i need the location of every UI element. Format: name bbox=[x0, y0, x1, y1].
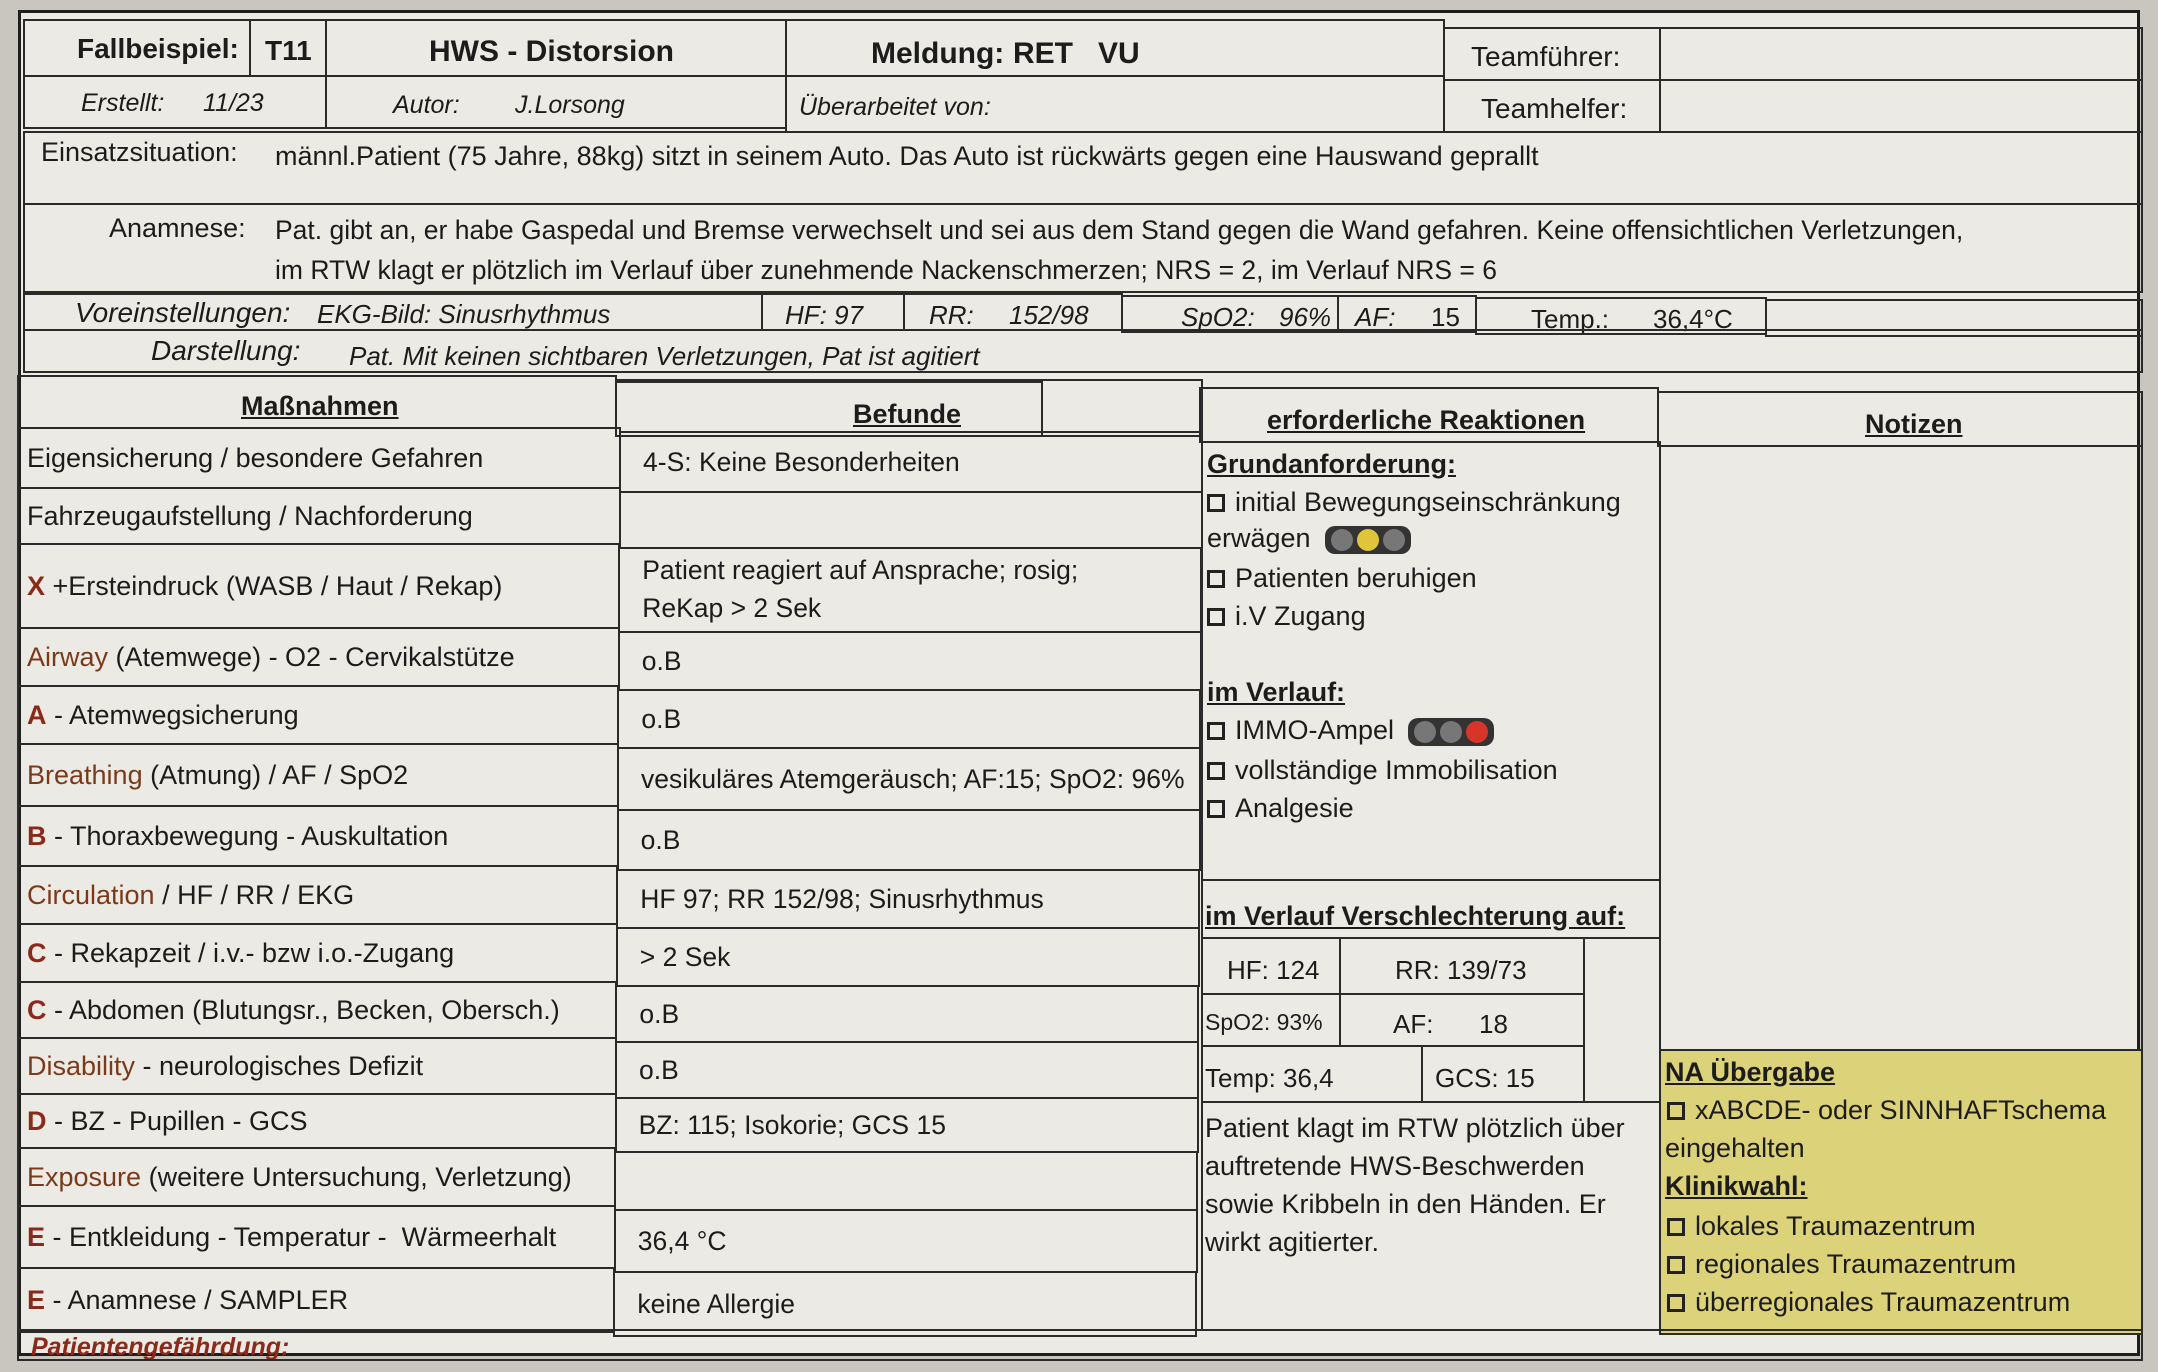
autor-cell bbox=[325, 75, 787, 129]
col-header-notizen bbox=[1657, 391, 2143, 447]
befund-cell[interactable] bbox=[615, 985, 1199, 1043]
vs-text-line-3: sowie Kribbeln in den Händen. Er bbox=[1205, 1189, 1606, 1219]
ekg-value: EKG-Bild: Sinusrhythmus bbox=[317, 299, 611, 329]
abcde-prefix: E bbox=[27, 1285, 46, 1315]
reaktionen-block bbox=[1201, 441, 1661, 881]
anamnese-row bbox=[23, 203, 2143, 293]
verlauf-item-1-label: IMMO-Ampel bbox=[1235, 715, 1395, 745]
massnahme-cell bbox=[17, 1037, 617, 1095]
befund-text: o.B bbox=[641, 646, 682, 676]
befund-text-line-2: ReKap > 2 Sek bbox=[642, 593, 822, 623]
klinik-option-1[interactable] bbox=[1667, 1211, 1976, 1242]
massnahme-label bbox=[27, 1222, 556, 1253]
lamp-off-icon bbox=[1383, 529, 1405, 551]
na-item-1-cont: eingehalten bbox=[1665, 1133, 1805, 1163]
klinik-option-3[interactable] bbox=[1667, 1287, 2070, 1318]
voreinstellungen-cell bbox=[23, 293, 763, 331]
teamhelfer-label: Teamhelfer: bbox=[1481, 93, 1628, 124]
voreinstellungen-label: Voreinstellungen: bbox=[75, 297, 291, 328]
einsatz-text: männl.Patient (75 Jahre, 88kg) sitzt in seinem Auto. Das Auto ist rückwärts gegen eine Hauswand geprallt bbox=[275, 141, 1539, 171]
teamhelfer-field[interactable] bbox=[1659, 79, 2143, 133]
hf-value: HF: 97 bbox=[785, 300, 864, 330]
befund-cell[interactable] bbox=[615, 1097, 1199, 1153]
befund-cell[interactable] bbox=[616, 927, 1200, 987]
grund-item-1-label: initial Bewegungseinschränkung bbox=[1235, 487, 1621, 517]
meldung-label: Meldung: bbox=[871, 37, 1005, 70]
verlauf-item-3[interactable] bbox=[1207, 793, 1354, 824]
vs-gcs-cell bbox=[1421, 1045, 1585, 1103]
temp-value: 36,4°C bbox=[1653, 304, 1733, 334]
massnahme-text: - Anamnese / SAMPLER bbox=[45, 1285, 349, 1315]
massnahme-text: Eigensicherung / besondere Gefahren bbox=[27, 443, 484, 473]
massnahme-text: (weitere Untersuchung, Verletzung) bbox=[141, 1162, 572, 1192]
massnahme-text: (Atmung) / AF / SpO2 bbox=[142, 760, 409, 790]
rr-value: 152/98 bbox=[1009, 300, 1089, 330]
darstellung-row bbox=[23, 329, 2143, 373]
befund-cell[interactable] bbox=[618, 547, 1202, 633]
abcde-prefix: A bbox=[27, 700, 47, 730]
checkbox-icon[interactable] bbox=[1207, 762, 1225, 780]
vs-temp: Temp: 36,4 bbox=[1205, 1063, 1334, 1093]
abcde-prefix: E bbox=[27, 1222, 46, 1252]
grund-item-3-label: i.V Zugang bbox=[1235, 601, 1366, 631]
rr-cell bbox=[903, 293, 1123, 331]
erstellt-cell bbox=[23, 75, 327, 129]
befund-text: o.B bbox=[640, 825, 681, 855]
vs-text-line-2: auftretende HWS-Beschwerden bbox=[1205, 1151, 1585, 1181]
massnahme-text: - Abdomen (Blutungsr., Becken, Obersch.) bbox=[46, 995, 560, 1025]
lamp-red-icon bbox=[1466, 721, 1488, 743]
spo2-cell bbox=[1121, 295, 1339, 333]
grund-item-2-label: Patienten beruhigen bbox=[1235, 563, 1477, 593]
massnahme-text: - Rekapzeit / i.v.- bzw i.o.-Zugang bbox=[46, 938, 455, 968]
massnahme-cell bbox=[17, 743, 619, 807]
checkbox-icon[interactable] bbox=[1667, 1102, 1685, 1120]
verlauf-item-3-label: Analgesie bbox=[1235, 793, 1354, 823]
grund-item-2[interactable] bbox=[1207, 563, 1477, 594]
ueberarbeitet-cell bbox=[785, 75, 1445, 133]
befund-cell[interactable] bbox=[619, 431, 1203, 493]
autor-label: Autor: bbox=[393, 91, 460, 119]
massnahme-cell bbox=[17, 1147, 616, 1207]
vs-hf: HF: 124 bbox=[1227, 955, 1320, 985]
befund-cell[interactable] bbox=[617, 747, 1201, 811]
anamnese-line-2: im RTW klagt er plötzlich im Verlauf über zunehmende Nackenschmerzen; NRS = 2, im Verlauf NRS = 6 bbox=[275, 255, 1497, 285]
notizen-field[interactable] bbox=[1659, 445, 2143, 1051]
footer-row bbox=[17, 1329, 2143, 1361]
massnahme-label bbox=[27, 821, 448, 852]
na-title: NA Übergabe bbox=[1665, 1057, 1836, 1087]
rr-label: RR: bbox=[929, 300, 974, 330]
befund-cell[interactable] bbox=[615, 1041, 1199, 1099]
darstellung-text: Pat. Mit keinen sichtbaren Verletzungen, Pat ist agitiert bbox=[349, 341, 980, 371]
na-uebergabe-block bbox=[1659, 1049, 2143, 1335]
vs-temp-cell bbox=[1201, 1045, 1423, 1103]
col-header-reaktionen bbox=[1199, 387, 1659, 443]
notizen-heading: Notizen bbox=[1865, 409, 1963, 439]
massnahme-cell bbox=[17, 487, 621, 545]
meldung-cell bbox=[785, 19, 1445, 77]
verlauf-item-1[interactable] bbox=[1207, 715, 1494, 746]
massnahme-label bbox=[27, 995, 560, 1026]
massnahme-cell bbox=[17, 805, 619, 867]
na-item-1[interactable] bbox=[1667, 1095, 2106, 1126]
checkbox-icon[interactable] bbox=[1207, 722, 1225, 740]
checkbox-icon[interactable] bbox=[1207, 800, 1225, 818]
befund-text: o.B bbox=[641, 704, 682, 734]
traffic-light-icon bbox=[1408, 718, 1494, 746]
anamnese-label: Anamnese: bbox=[109, 213, 246, 243]
massnahme-cell bbox=[17, 923, 618, 983]
checkbox-icon[interactable] bbox=[1667, 1256, 1685, 1274]
hf-cell bbox=[761, 293, 905, 331]
massnahme-text: - Atemwegsicherung bbox=[46, 700, 299, 730]
klinik-option-2[interactable] bbox=[1667, 1249, 2016, 1280]
meldung-value: RET VU bbox=[1013, 37, 1140, 70]
klinik-option-3-label: überregionales Traumazentrum bbox=[1695, 1287, 2071, 1317]
page-title: HWS - Distorsion bbox=[429, 35, 674, 68]
af-cell bbox=[1337, 295, 1477, 333]
einsatz-label: Einsatzsituation: bbox=[41, 137, 238, 167]
af-label: AF: bbox=[1355, 302, 1396, 332]
abcde-prefix: C bbox=[27, 995, 47, 1025]
massnahme-label bbox=[27, 1162, 572, 1193]
massnahme-label bbox=[27, 700, 299, 731]
massnahme-label bbox=[27, 1106, 308, 1137]
einsatzsituation-row bbox=[23, 131, 2143, 205]
massnahme-label bbox=[27, 571, 502, 602]
abcde-prefix: Circulation bbox=[27, 880, 155, 910]
checkbox-icon[interactable] bbox=[1207, 570, 1225, 588]
anamnese-line-1: Pat. gibt an, er habe Gaspedal und Bremse verwechselt und sei aus dem Stand gegen die Wand gefahren. Keine offensichtlichen Verletzungen, bbox=[275, 215, 1964, 245]
massnahme-label bbox=[27, 938, 454, 969]
traffic-light-icon bbox=[1325, 526, 1411, 554]
checkbox-icon[interactable] bbox=[1207, 608, 1225, 626]
massnahme-cell bbox=[17, 685, 619, 745]
vs-af-label: AF: bbox=[1393, 1009, 1434, 1039]
na-item-1-label: xABCDE- oder SINNHAFTschema bbox=[1695, 1095, 2107, 1125]
grund-item-3[interactable] bbox=[1207, 601, 1366, 632]
verlauf-item-2[interactable] bbox=[1207, 755, 1558, 786]
grund-item-1-cont-label: erwägen bbox=[1207, 523, 1311, 553]
massnahme-label bbox=[27, 443, 483, 474]
lamp-off-icon bbox=[1414, 721, 1436, 743]
fallbeispiel-cell bbox=[23, 19, 251, 77]
reaktionen-heading: erforderliche Reaktionen bbox=[1267, 405, 1586, 435]
af-value: 15 bbox=[1431, 302, 1460, 332]
teamfuehrer-label-cell bbox=[1443, 27, 1661, 81]
vs-rr-cell bbox=[1339, 937, 1585, 995]
massnahmen-heading: Maßnahmen bbox=[241, 391, 399, 421]
massnahme-label bbox=[27, 1051, 423, 1082]
abcde-prefix: D bbox=[27, 1106, 47, 1136]
vs-af-cell bbox=[1339, 993, 1585, 1047]
massnahme-label bbox=[27, 501, 473, 532]
vs-spo2: SpO2: 93% bbox=[1205, 1009, 1323, 1035]
klinik-option-1-label: lokales Traumazentrum bbox=[1695, 1211, 1976, 1241]
grund-title: Grundanforderung: bbox=[1207, 449, 1456, 479]
befund-text: o.B bbox=[639, 999, 680, 1029]
darstellung-label: Darstellung: bbox=[151, 335, 301, 366]
abcde-prefix: Disability bbox=[27, 1051, 136, 1081]
spo2-label: SpO2: bbox=[1181, 302, 1255, 332]
massnahme-label bbox=[27, 642, 515, 673]
befund-text: > 2 Sek bbox=[639, 942, 731, 972]
befund-cell[interactable] bbox=[617, 689, 1201, 749]
case-sheet bbox=[18, 10, 2140, 1361]
title-cell bbox=[325, 19, 787, 77]
massnahme-cell bbox=[17, 627, 620, 687]
checkbox-icon[interactable] bbox=[1667, 1218, 1685, 1236]
massnahme-cell bbox=[17, 1267, 615, 1333]
teamhelfer-label-cell bbox=[1443, 79, 1661, 133]
befunde-heading: Befunde bbox=[853, 399, 961, 429]
befund-text: keine Allergie bbox=[637, 1289, 796, 1319]
massnahme-label bbox=[27, 760, 408, 791]
massnahme-text: Fahrzeugaufstellung / Nachforderung bbox=[27, 501, 473, 531]
befund-cell[interactable] bbox=[617, 809, 1201, 871]
abcde-prefix: Exposure bbox=[27, 1162, 142, 1192]
klinik-option-2-label: regionales Traumazentrum bbox=[1695, 1249, 2017, 1279]
fallbeispiel-label: Fallbeispiel: bbox=[77, 33, 239, 64]
abcde-prefix: C bbox=[27, 938, 47, 968]
vs-text-cell bbox=[1201, 1101, 1661, 1331]
befund-text: vesikuläres Atemgeräusch; AF:15; SpO2: 96% bbox=[641, 764, 1185, 794]
lamp-off-icon bbox=[1331, 529, 1353, 551]
verlauf-item-2-label: vollständige Immobilisation bbox=[1235, 755, 1558, 785]
vs-gcs: GCS: 15 bbox=[1435, 1063, 1535, 1093]
massnahme-text: +Ersteindruck (WASB / Haut / Rekap) bbox=[45, 571, 503, 601]
checkbox-icon[interactable] bbox=[1207, 494, 1225, 512]
grund-item-1-cont bbox=[1207, 523, 1411, 554]
massnahme-text: - BZ - Pupillen - GCS bbox=[46, 1106, 308, 1136]
massnahme-text: (Atemwege) - O2 - Cervikalstütze bbox=[108, 642, 515, 672]
vs-text-line-4: wirkt agitierter. bbox=[1205, 1227, 1380, 1257]
befund-cell[interactable] bbox=[613, 1271, 1197, 1337]
befund-text: o.B bbox=[639, 1055, 679, 1085]
verschlechterung-title-cell bbox=[1201, 879, 1661, 939]
erstellt-value: 11/23 bbox=[203, 89, 264, 117]
befund-text: 4-S: Keine Besonderheiten bbox=[643, 447, 960, 477]
col-header-massnahmen bbox=[17, 375, 617, 429]
spo2-value: 96% bbox=[1279, 302, 1332, 332]
abcde-prefix: X bbox=[27, 571, 46, 601]
befund-text: 36,4 °C bbox=[637, 1226, 727, 1256]
abcde-prefix: Breathing bbox=[27, 760, 143, 790]
vs-hf-cell bbox=[1201, 937, 1341, 995]
autor-value: J.Lorsong bbox=[515, 91, 625, 119]
massnahme-cell bbox=[17, 865, 618, 925]
lamp-off-icon bbox=[1440, 721, 1462, 743]
befund-cell[interactable] bbox=[616, 869, 1200, 929]
abcde-prefix: B bbox=[27, 821, 47, 851]
ueberarbeitet-label: Überarbeitet von: bbox=[799, 93, 991, 121]
massnahme-label bbox=[27, 880, 354, 911]
befund-text: BZ: 115; Isokorie; GCS 15 bbox=[638, 1110, 946, 1140]
befund-cell[interactable] bbox=[614, 1151, 1198, 1211]
befund-text: HF 97; RR 152/98; Sinusrhythmus bbox=[640, 884, 1044, 914]
massnahme-cell bbox=[17, 981, 617, 1039]
verlauf-title: im Verlauf: bbox=[1207, 677, 1346, 707]
grund-item-1[interactable] bbox=[1207, 487, 1621, 518]
abcde-prefix: Airway bbox=[27, 642, 109, 672]
massnahme-cell bbox=[17, 1205, 616, 1269]
col-header-befunde-frame bbox=[615, 379, 1203, 437]
erstellt-label: Erstellt: bbox=[81, 89, 165, 117]
teamfuehrer-label: Teamführer: bbox=[1471, 41, 1621, 72]
massnahme-text: / HF / RR / EKG bbox=[154, 880, 355, 910]
case-id-cell bbox=[249, 19, 327, 77]
vs-spo2-cell bbox=[1201, 993, 1341, 1047]
befund-text: Patient reagiert auf Ansprache; rosig; bbox=[642, 555, 1079, 585]
patientengefaehrdung-label: Patientengefährdung: bbox=[31, 1333, 290, 1361]
massnahme-text: - Thoraxbewegung - Auskultation bbox=[46, 821, 449, 851]
checkbox-icon[interactable] bbox=[1667, 1294, 1685, 1312]
massnahme-label bbox=[27, 1285, 348, 1316]
massnahme-cell bbox=[17, 427, 621, 489]
massnahme-text: - neurologisches Defizit bbox=[135, 1051, 424, 1081]
massnahme-cell bbox=[17, 1093, 617, 1149]
massnahme-cell bbox=[17, 543, 620, 629]
klinik-title: Klinikwahl: bbox=[1665, 1171, 1808, 1201]
massnahme-text: - Entkleidung - Temperatur - Wärmeerhalt bbox=[45, 1222, 557, 1252]
temp-label: Temp.: bbox=[1531, 304, 1610, 334]
befund-cell[interactable] bbox=[614, 1209, 1198, 1273]
befund-cell[interactable] bbox=[618, 631, 1202, 691]
vs-af-value: 18 bbox=[1479, 1009, 1508, 1039]
befund-cell[interactable] bbox=[619, 491, 1203, 549]
vs-rr: RR: 139/73 bbox=[1395, 955, 1527, 985]
vs-text-line-1: Patient klagt im RTW plötzlich über bbox=[1205, 1113, 1625, 1143]
case-id: T11 bbox=[265, 35, 312, 66]
verschlechterung-title: im Verlauf Verschlechterung auf: bbox=[1205, 901, 1626, 931]
teamfuehrer-field[interactable] bbox=[1659, 27, 2143, 81]
lamp-yellow-icon bbox=[1357, 529, 1379, 551]
